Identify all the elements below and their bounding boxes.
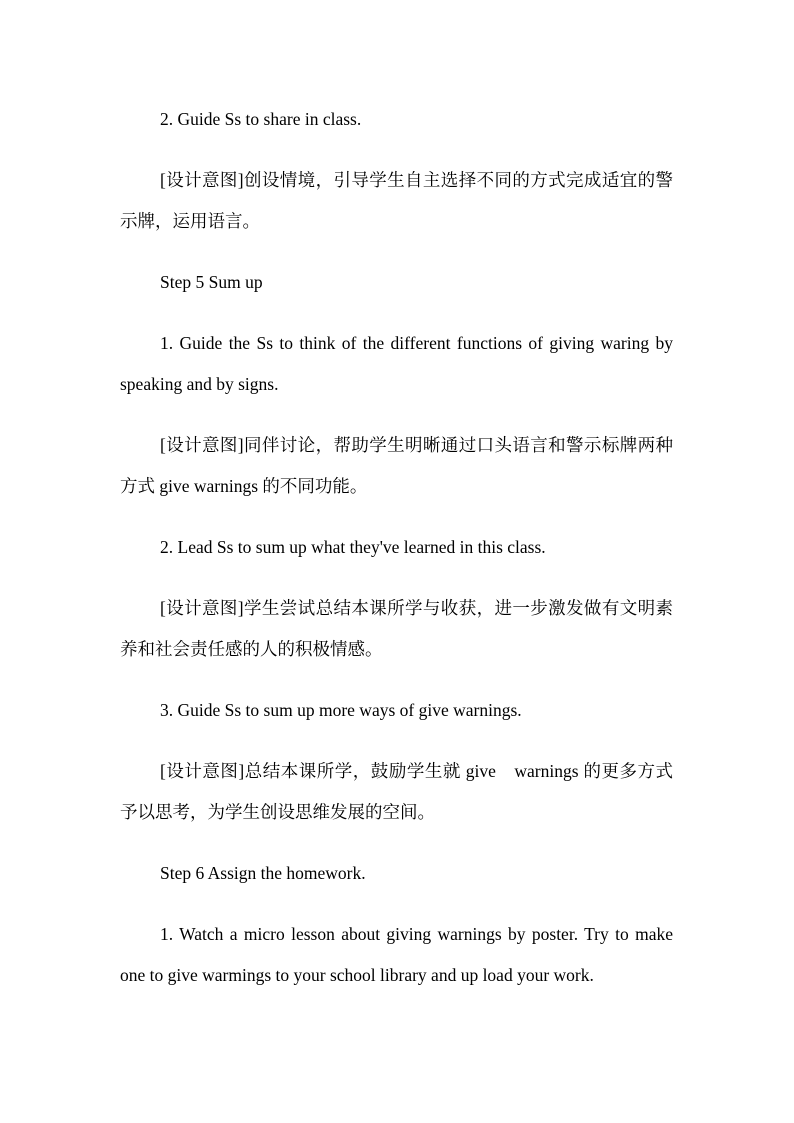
paragraph-design-intent-discussion: [设计意图]同伴讨论，帮助学生明晰通过口头语言和警示标牌两种方式 give warnings 的不同功能。 xyxy=(120,435,673,496)
paragraph-homework: 1. Watch a micro lesson about giving warnings by poster. Try to make one to give warmings to your school library and up load your work. xyxy=(120,924,673,985)
heading-step-6: Step 6 Assign the homework. xyxy=(160,863,366,883)
heading-step-5: Step 5 Sum up xyxy=(160,272,263,292)
paragraph-design-intent-thinking: [设计意图]总结本课所学，鼓励学生就 give warnings 的更多方式予以思考，为学生创设思维发展的空间。 xyxy=(120,761,673,822)
paragraph-guide-more-ways: 3. Guide Ss to sum up more ways of give warnings. xyxy=(160,700,522,720)
paragraph-guide-share: 2. Guide Ss to share in class. xyxy=(160,109,362,129)
paragraph-guide-functions: 1. Guide the Ss to think of the different functions of giving waring by speaking and by signs. xyxy=(120,333,673,394)
document-body xyxy=(120,99,673,996)
paragraph-lead-sum-up: 2. Lead Ss to sum up what they've learned in this class. xyxy=(160,537,546,557)
paragraph-design-intent-summary: [设计意图]学生尝试总结本课所学与收获，进一步激发做有文明素养和社会责任感的人的积极情感。 xyxy=(120,598,673,659)
paragraph-design-intent-situation: [设计意图]创设情境，引导学生自主选择不同的方式完成适宜的警示牌，运用语言。 xyxy=(120,170,673,231)
